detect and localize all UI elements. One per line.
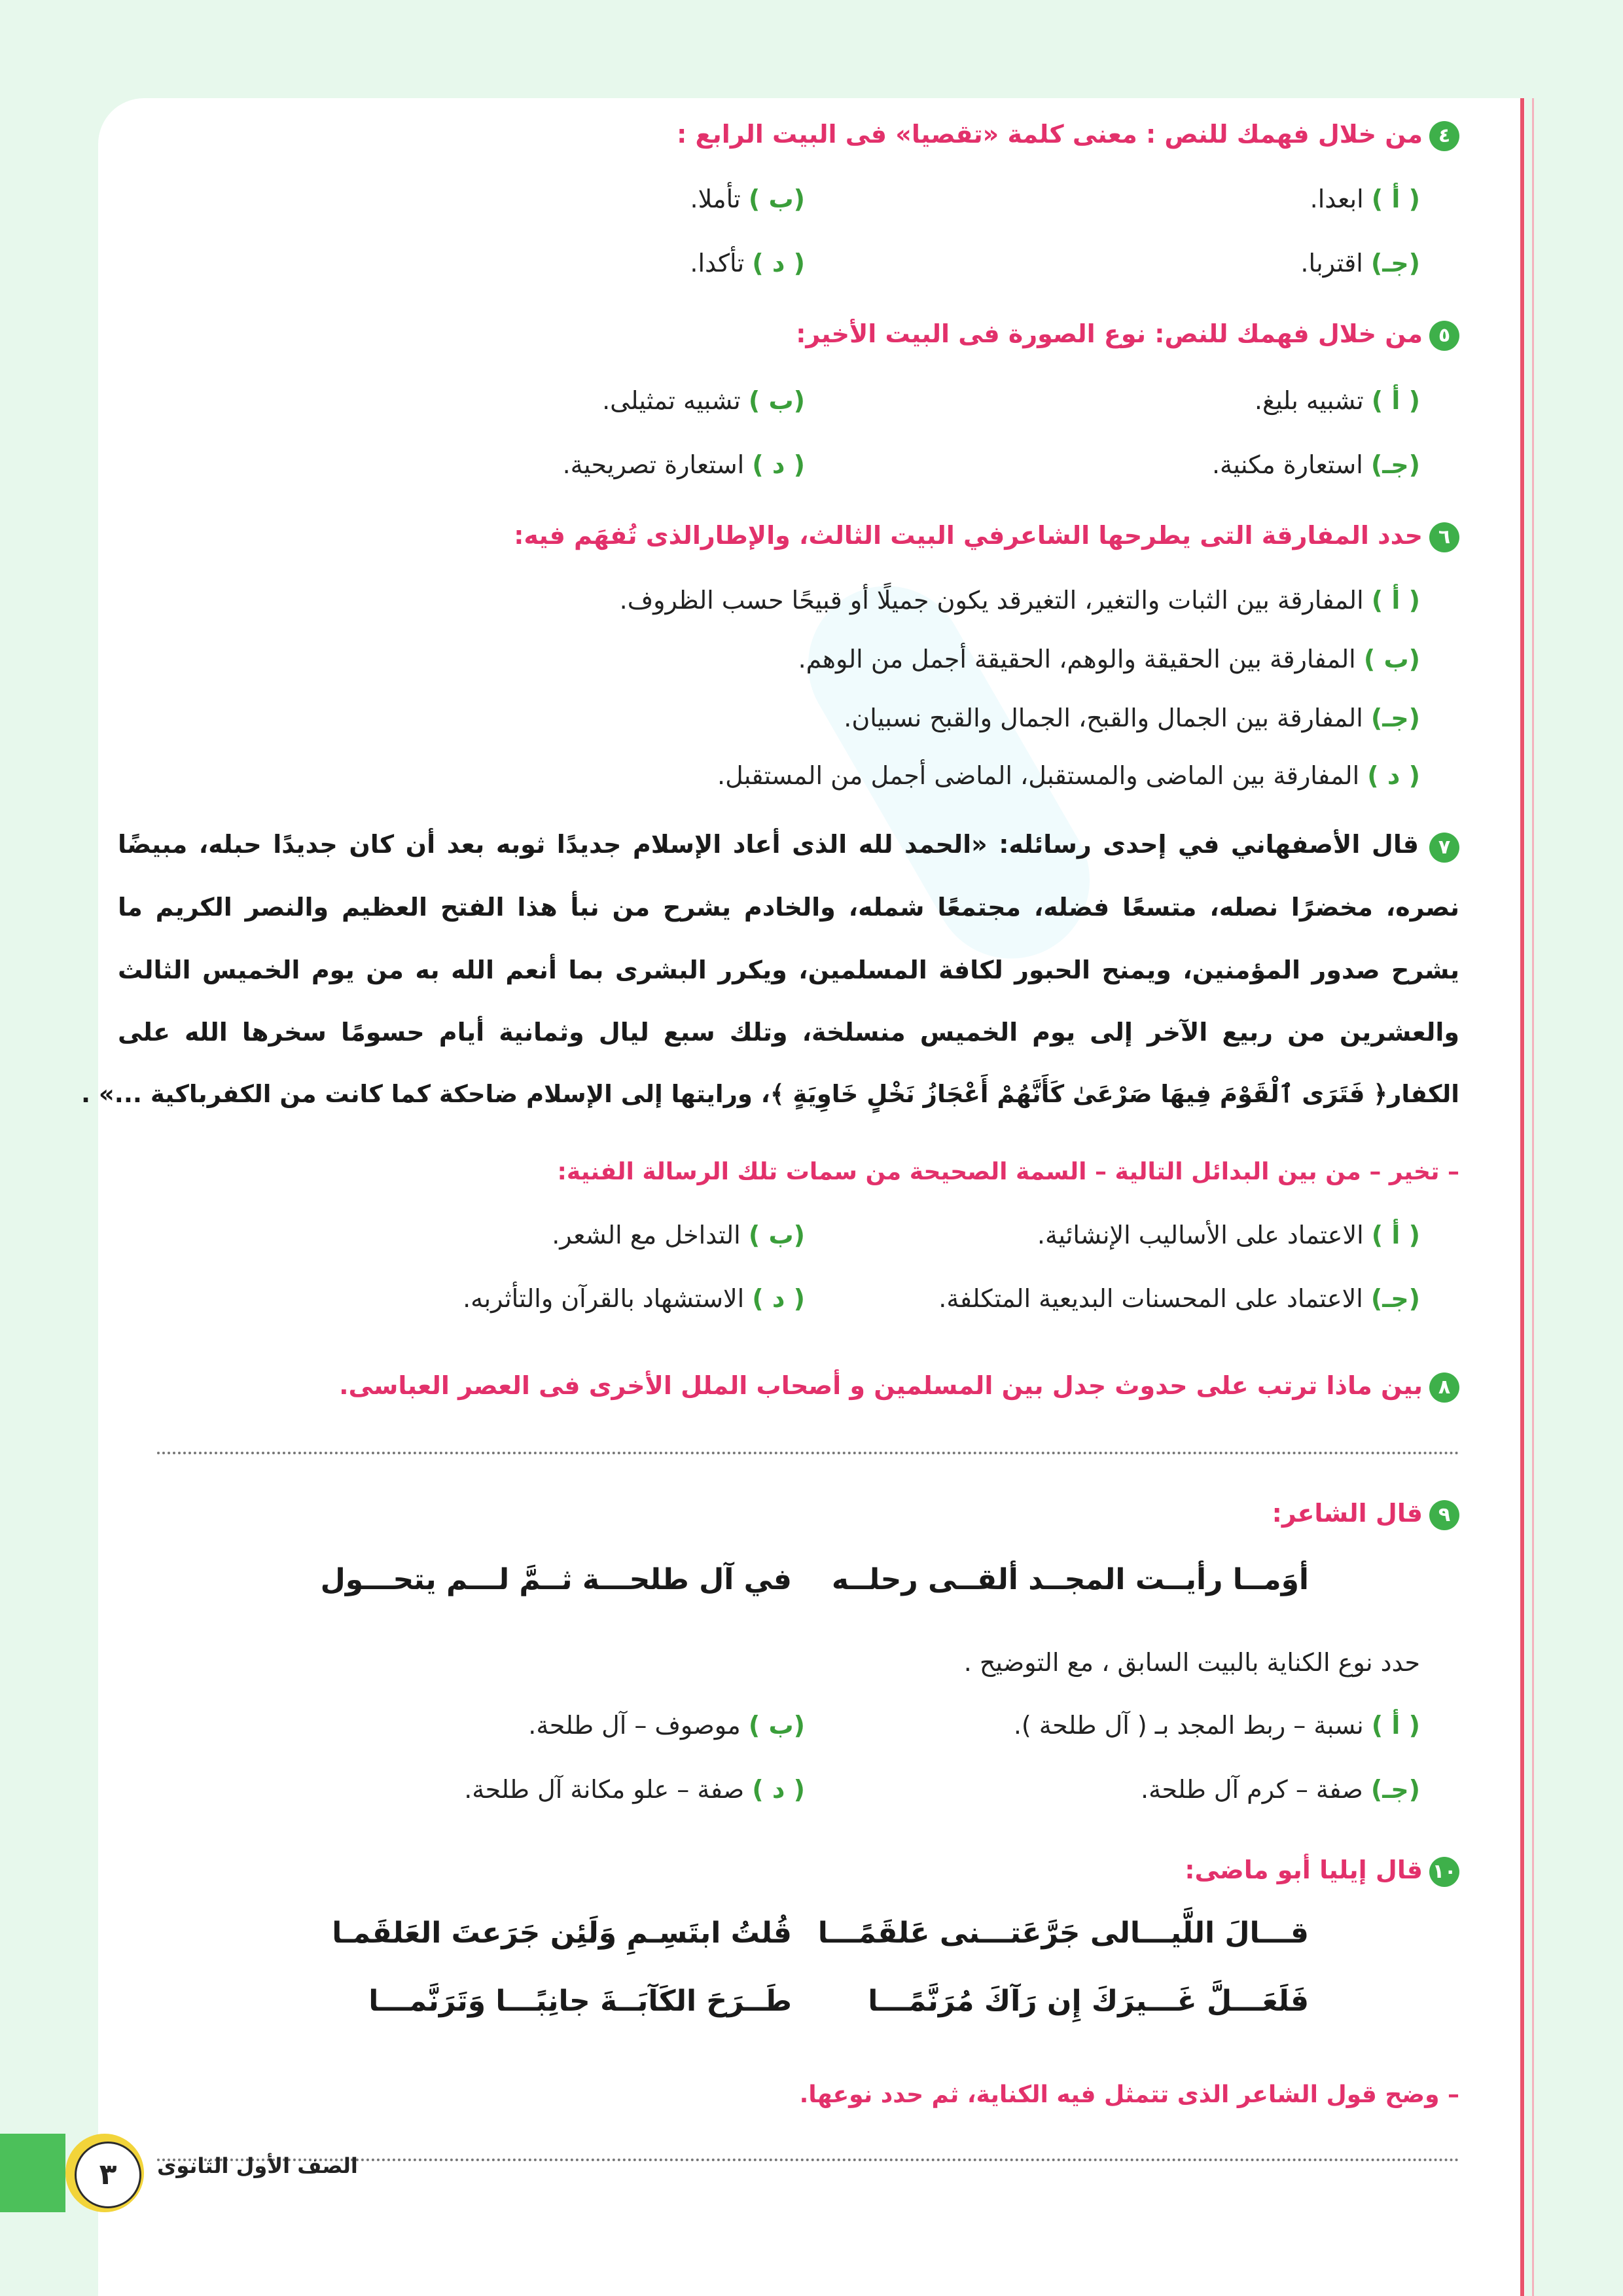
q7-option-d[interactable]: ( د ) الاستشهاد بالقرآن والتأثربه. xyxy=(463,1284,805,1313)
passage-line: الكفار﴿ فَتَرَى ٱلْقَوْمَ فِيهَا صَرْعَىٰ كَأَنَّهُمْ أَعْجَازُ نَخْلٍ خَاوِيَةٍ ﴾، ورايتها إلى الإسلام ضاحكة كما كانت من الكفرباكية ...» . xyxy=(80,1080,1459,1108)
question-text: حدد المفارقة التى يطرحها الشاعرفي البيت الثالث، والإطارالذى تُفهَم فيه: xyxy=(514,521,1423,550)
verse2-second-hemistich: طَــرَحَ الكَآبَــةَ جانِبًـــا وَتَرَنَّمـــا xyxy=(368,1984,792,2018)
q9-option-c[interactable]: (جـ) صفة – كرم آل طلحة. xyxy=(1141,1775,1420,1804)
q7-option-c[interactable]: (جـ) الاعتماد على المحسنات البديعية المتكلفة. xyxy=(938,1284,1420,1313)
q9-option-b[interactable]: (ب ) موصوف – آل طلحة. xyxy=(528,1711,805,1740)
q6-option-d[interactable]: ( د ) المفارقة بين الماضى والمستقبل، الماضى أجمل من المستقبل. xyxy=(717,761,1420,790)
question-text: بين ماذا ترتب على حدوث جدل بين المسلمين و أصحاب الملل الأخرى فى العصر العباسى. xyxy=(339,1371,1423,1400)
question-9 xyxy=(1272,1499,1459,1530)
q6-option-b[interactable]: (ب ) المفارقة بين الحقيقة والوهم، الحقيقة أجمل من الوهم. xyxy=(798,645,1420,673)
page-sheet xyxy=(80,98,1525,2296)
passage-line: ٧ قال الأصفهاني في إحدى رسائله: «الحمد لله الذى أعاد الإسلام جديدًا ثوبه بعد أن كان جديدًا حبله، مبيضًا xyxy=(118,830,1459,869)
q5-option-b[interactable]: (ب ) تشبيه تمثيلى. xyxy=(602,386,805,415)
verse2-first-hemistich: فَلَعَـــلَّ غَـــيرَكَ إِن رَآكَ مُرَنَّمًـــا xyxy=(868,1984,1309,2018)
verse-first-hemistich: أوَمــا رأيــت المجــد ألقــى رحلــه xyxy=(831,1563,1309,1596)
q4-option-b[interactable]: (ب ) تأملا. xyxy=(690,185,805,213)
question-8 xyxy=(339,1371,1459,1403)
question-title: قال الشاعر: xyxy=(1272,1499,1423,1528)
question-number-badge: ٥ xyxy=(1429,321,1459,351)
passage-line: نصره، مخضرًا نصله، متسعًا فضله، مجتمعًا شمله، والخادم يشرح من نبأ هذا الفتح العظيم والنصر الكريم ما xyxy=(118,893,1459,922)
question-6 xyxy=(514,521,1459,552)
q9-option-d[interactable]: ( د ) صفة – علو مكانة آل طلحة. xyxy=(464,1775,805,1804)
answer-line[interactable] xyxy=(157,1452,1459,1454)
q4-option-c[interactable]: (جـ) اقتربا. xyxy=(1300,249,1420,278)
passage-line: والعشرين من ربيع الآخر إلى يوم الخميس منسلخة، وتلك سبع ليال وثمانية أيام حسومًا سخرها الله على xyxy=(118,1018,1459,1047)
question-title: قال إيليا أبو ماضى: xyxy=(1185,1856,1423,1884)
q6-option-c[interactable]: (جـ) المفارقة بين الجمال والقبح، الجمال والقبح نسبيان. xyxy=(844,704,1420,732)
q4-option-d[interactable]: ( د ) تأكدا. xyxy=(690,249,805,278)
margin-rule xyxy=(1520,98,1524,2296)
question-10 xyxy=(1185,1856,1459,1887)
q5-option-a[interactable]: ( أ ) تشبيه بليغ. xyxy=(1254,386,1420,415)
q9-instruction: حدد نوع الكناية بالبيت السابق ، مع التوضيح . xyxy=(963,1648,1420,1677)
question-number-badge: ١٠ xyxy=(1429,1857,1459,1887)
verse1-first-hemistich: قـــالَ اللَّيـــالى جَرَّعَتـــنى عَلقَمًـــا xyxy=(817,1916,1309,1950)
q5-option-d[interactable]: ( د ) استعارة تصريحية. xyxy=(562,450,805,479)
question-number-badge: ٦ xyxy=(1429,522,1459,552)
footer-accent xyxy=(0,2134,65,2212)
footer-grade: الصف الأول الثانوى xyxy=(157,2153,358,2178)
verse-second-hemistich: في آل طلحـــة ثــمَّ لـــم يتحـــول xyxy=(320,1563,792,1596)
q5-option-c[interactable]: (جـ) استعارة مكنية. xyxy=(1211,450,1420,479)
page-number: ٣ xyxy=(75,2142,141,2208)
passage-line: يشرح صدور المؤمنين، ويمنح الحبور لكافة المسلمين، ويكرر البشرى بما أنعم الله به من يوم الخميس الثالث xyxy=(118,956,1459,984)
q7-option-b[interactable]: (ب ) التداخل مع الشعر. xyxy=(552,1221,805,1249)
question-5 xyxy=(796,319,1459,351)
q7-option-a[interactable]: ( أ ) الاعتماد على الأساليب الإنشائية. xyxy=(1037,1221,1420,1249)
q10-instruction: – وضح قول الشاعر الذى تتمثل فيه الكناية، ثم حدد نوعها. xyxy=(799,2081,1459,2108)
question-text: من خلال فهمك للنص: نوع الصورة فى البيت الأخير: xyxy=(796,319,1423,348)
q4-option-a[interactable]: ( أ ) ابعدا. xyxy=(1310,185,1420,213)
question-number-badge: ٨ xyxy=(1429,1372,1459,1403)
question-number-badge: ٤ xyxy=(1429,121,1459,151)
question-4 xyxy=(677,120,1459,151)
question-7 xyxy=(118,830,1459,869)
verse1-second-hemistich: قُلتُ ابتَسِـمِ وَلَئِن جَرَعتَ العَلقَمـا xyxy=(332,1916,792,1950)
q6-option-a[interactable]: ( أ ) المفارقة بين الثبات والتغير، التغيرقد يكون جميلًا أو قبيحًا حسب الظروف. xyxy=(619,586,1420,615)
question-number-badge: ٧ xyxy=(1429,833,1459,863)
q9-option-a[interactable]: ( أ ) نسبة – ربط المجد بـ ( آل طلحة ). xyxy=(1013,1711,1420,1740)
question-text: من خلال فهمك للنص : معنى كلمة «تقصيا» فى البيت الرابع : xyxy=(677,120,1423,149)
q7-instruction: – تخير – من بين البدائل التالية – السمة الصحيحة من سمات تلك الرسالة الفنية: xyxy=(557,1158,1459,1185)
question-number-badge: ٩ xyxy=(1429,1500,1459,1530)
margin-rule-secondary xyxy=(1532,98,1534,2296)
